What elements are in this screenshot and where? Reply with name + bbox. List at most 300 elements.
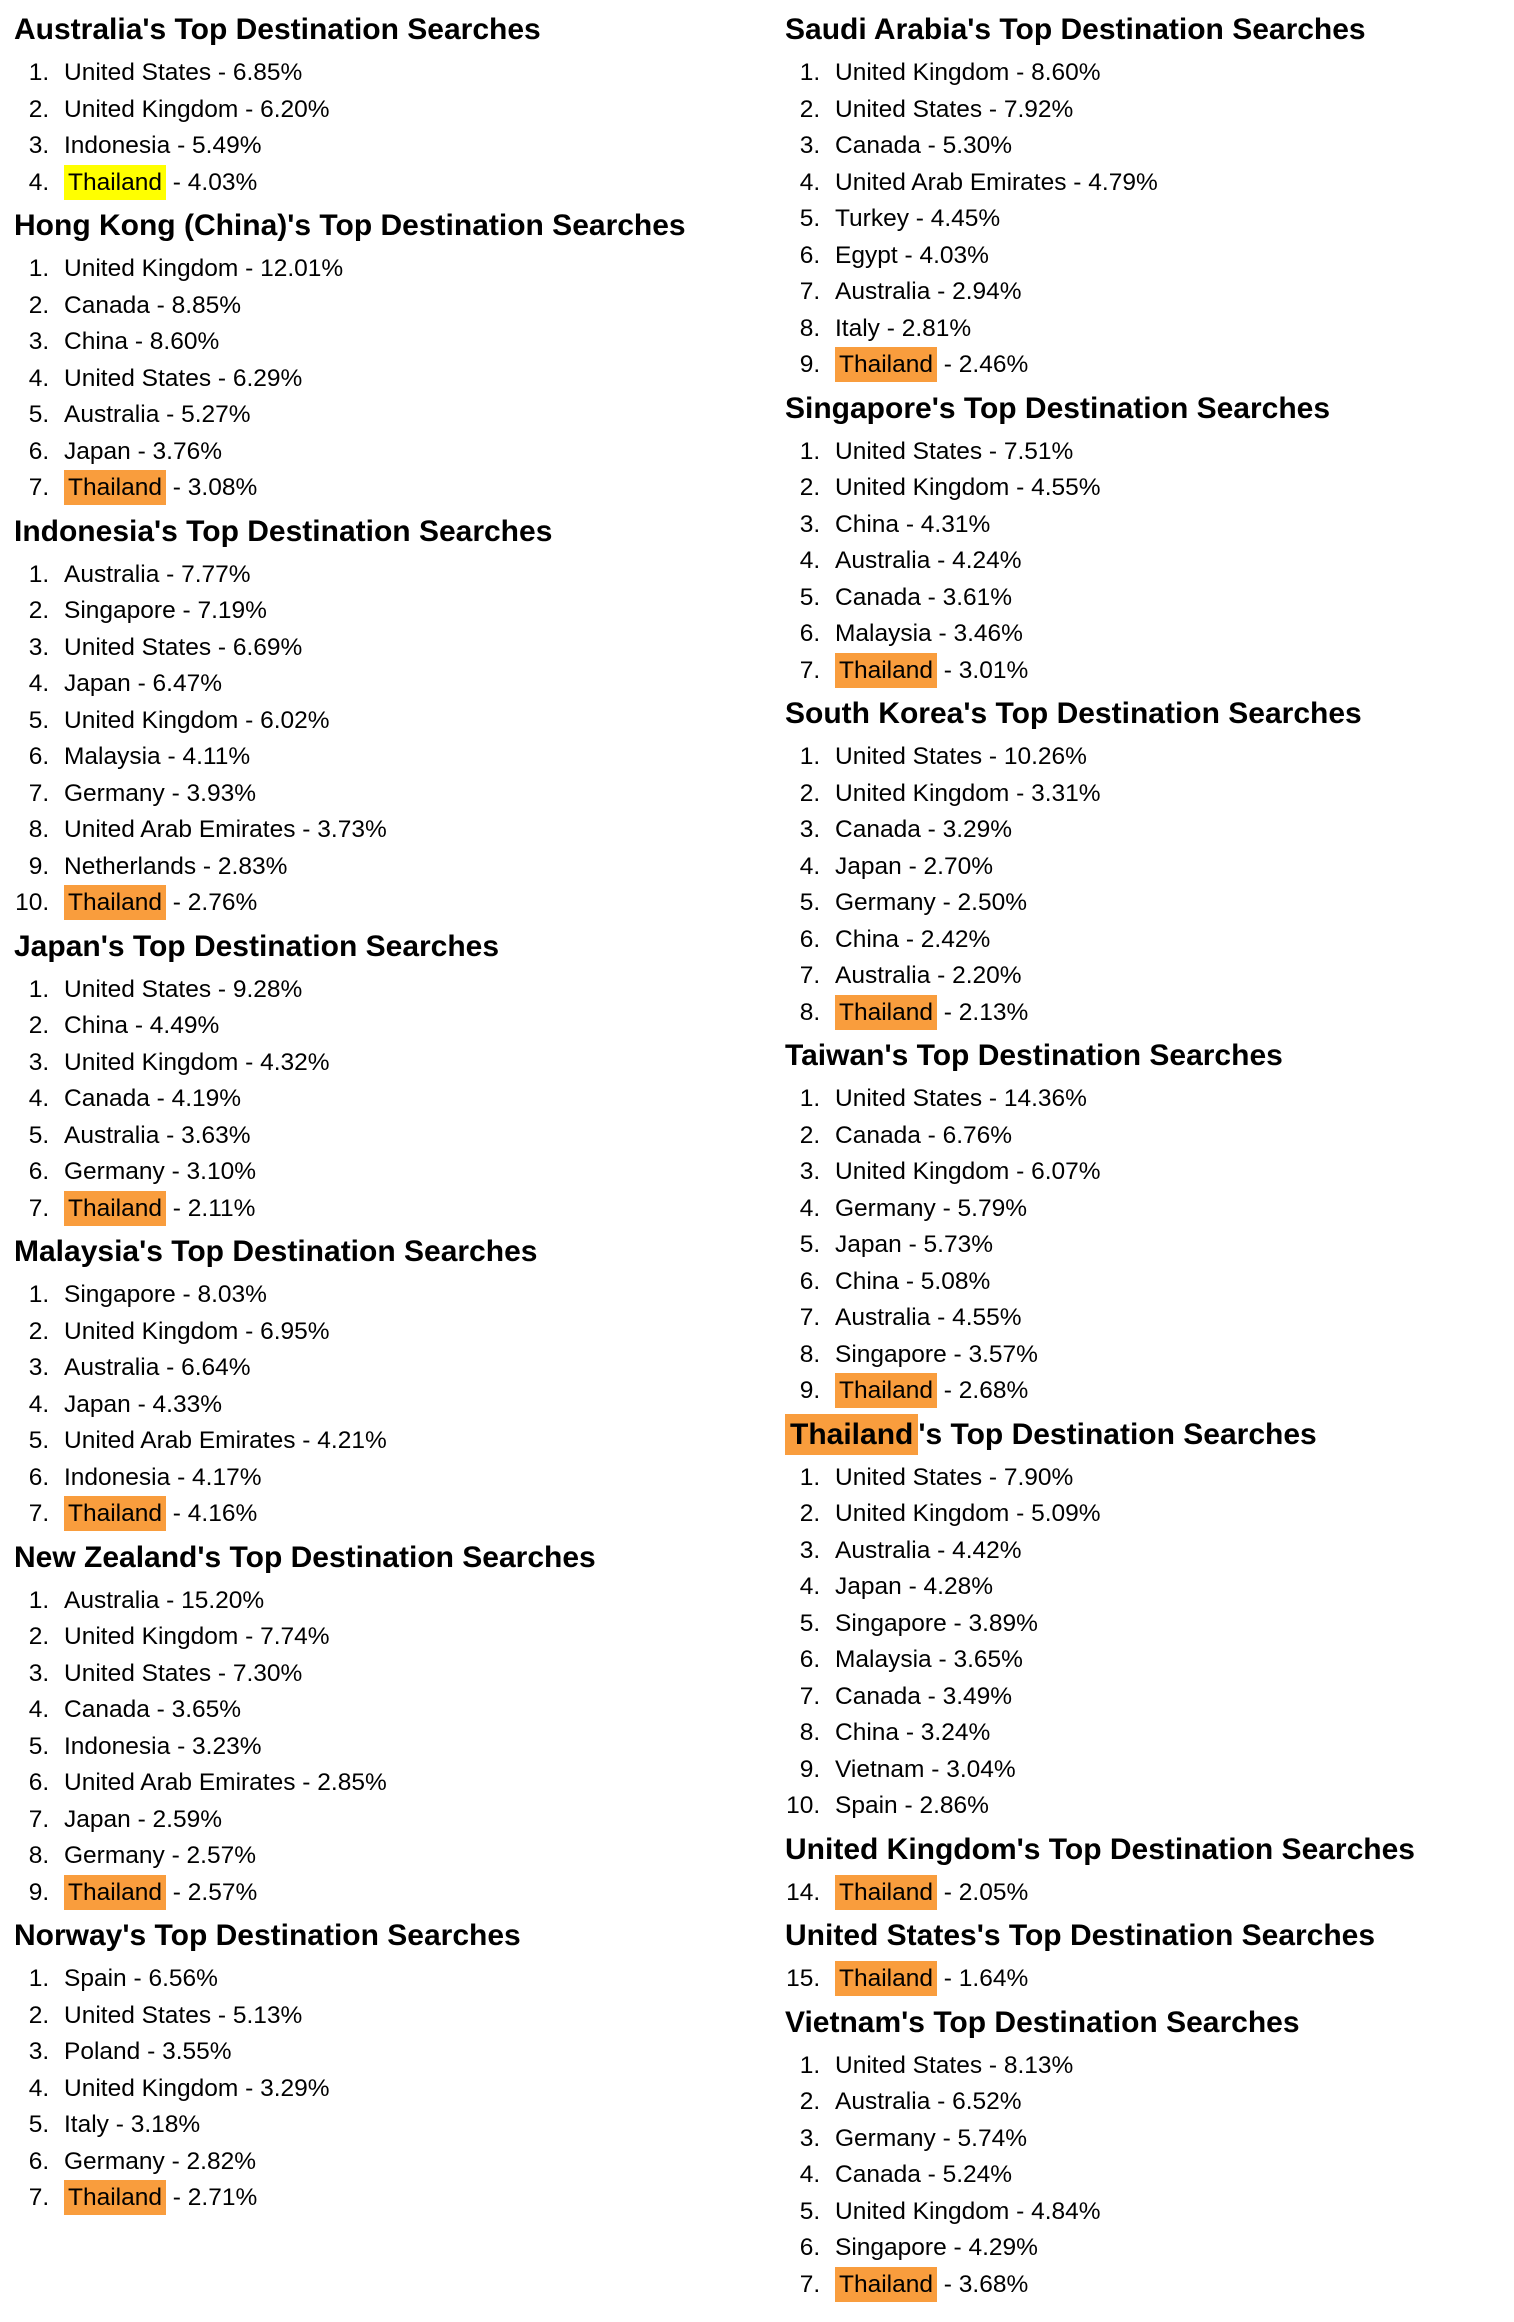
share-value: 6.76% — [942, 1121, 1013, 1149]
share-value: 3.57% — [968, 1340, 1038, 1368]
destination-rank-item: 5. Turkey - 4.45% — [827, 201, 1514, 238]
destination-name: Australia — [835, 2088, 931, 2115]
share-value: 5.08% — [920, 1267, 991, 1295]
destination-rank-item: 3. China - 8.60% — [56, 324, 757, 361]
share-value: 3.29% — [942, 816, 1013, 843]
share-value: 2.76% — [187, 889, 258, 916]
country-section — [779, 694, 1514, 1031]
destination-rank-item: 6. Indonesia - 4.17% — [56, 1460, 757, 1497]
column-right — [757, 0, 1514, 2303]
destination-rank-item: 5. Italy - 3.18% — [56, 2107, 757, 2144]
destination-rank-item: 2. United Kingdom - 5.09% — [827, 1496, 1514, 1533]
destination-name: United Kingdom — [64, 95, 239, 123]
destination-list — [779, 434, 1514, 690]
share-value: 8.13% — [1003, 2051, 1074, 2079]
destination-rank-item: 5. Germany - 2.50% — [827, 885, 1514, 922]
destination-rank-item: 6. Egypt - 4.03% — [827, 238, 1514, 275]
destination-rank-item: 2. United Kingdom - 6.95% — [56, 1314, 757, 1351]
share-value: 6.29% — [232, 364, 303, 392]
country-section — [779, 389, 1514, 690]
share-value: 6.02% — [260, 706, 330, 734]
destination-name: Canada — [835, 2161, 921, 2188]
destination-rank-item: 4. United Kingdom - 3.29% — [56, 2071, 757, 2108]
destination-name: Egypt — [835, 241, 898, 269]
destination-rank-item: 2. Singapore - 7.19% — [56, 593, 757, 630]
share-value: 6.07% — [1031, 1158, 1101, 1185]
destination-name: United Kingdom — [835, 59, 1010, 86]
destination-name: Singapore — [835, 1340, 947, 1368]
destination-name: Singapore — [64, 1281, 176, 1308]
destination-name: United States — [64, 59, 212, 86]
destination-name: Germany — [835, 1194, 936, 1222]
destination-rank-item: 2. United Kingdom - 7.74% — [56, 1619, 757, 1656]
destination-name: United Arab Emirates — [64, 1427, 296, 1454]
thailand-highlight: Thailand — [64, 470, 166, 505]
destination-rank-item: 3. Poland - 3.55% — [56, 2034, 757, 2071]
destination-name: United Kingdom — [835, 779, 1010, 807]
destination-name: Singapore — [835, 2234, 947, 2261]
share-value: 7.90% — [1003, 1463, 1074, 1491]
share-value: 2.42% — [920, 925, 991, 953]
destination-name: Germany — [64, 1842, 165, 1869]
destination-name: China — [835, 1267, 900, 1295]
destination-rank-item: 6. Germany - 2.82% — [56, 2144, 757, 2181]
destination-name: Malaysia — [835, 620, 932, 647]
country-section — [8, 206, 757, 507]
share-value: 5.30% — [942, 132, 1013, 159]
destination-rank-item: 7. Thailand - 3.01% — [827, 653, 1514, 690]
share-value: 2.59% — [152, 1805, 223, 1833]
share-value: 8.03% — [197, 1281, 267, 1308]
share-value: 3.65% — [953, 1646, 1023, 1673]
destination-name: United Arab Emirates — [835, 168, 1067, 196]
destination-name: China — [64, 1012, 129, 1039]
destination-name: United Arab Emirates — [64, 816, 296, 843]
destination-name: United States — [835, 2051, 983, 2079]
share-value: 8.60% — [1031, 59, 1101, 86]
thailand-highlight: Thailand — [835, 2267, 937, 2302]
destination-name: Italy — [835, 314, 880, 342]
share-value: 3.68% — [958, 2270, 1029, 2298]
destination-name: United States — [64, 2001, 212, 2029]
destination-name: Turkey — [835, 205, 909, 232]
destination-name: Australia — [64, 401, 160, 428]
destination-rank-item: 8. Germany - 2.57% — [56, 1838, 757, 1875]
destination-rank-item: 3. United States - 6.69% — [56, 630, 757, 667]
share-value: 15.20% — [181, 1586, 265, 1614]
destination-list — [8, 1277, 757, 1533]
share-value: 6.52% — [952, 2088, 1022, 2115]
share-value: 8.85% — [171, 291, 242, 319]
destination-rank-item: 5. Japan - 5.73% — [827, 1227, 1514, 1264]
share-value: 2.68% — [958, 1377, 1029, 1404]
country-section — [8, 927, 757, 1228]
destination-name: United States — [835, 1085, 983, 1112]
destination-rank-item: 1. Australia - 7.77% — [56, 557, 757, 594]
share-value: 3.65% — [171, 1696, 242, 1723]
destination-rank-item: 7. Thailand - 3.08% — [56, 470, 757, 507]
thailand-highlight: Thailand — [64, 1875, 166, 1910]
destination-rank-item: 3. Germany - 5.74% — [827, 2121, 1514, 2158]
destination-name: Australia — [835, 278, 931, 305]
destination-name: Germany — [64, 779, 165, 807]
destination-name: Japan — [835, 1231, 902, 1258]
share-value: 7.92% — [1003, 95, 1074, 123]
destination-rank-item: 3. Australia - 6.64% — [56, 1350, 757, 1387]
destination-name: Australia — [835, 962, 931, 989]
destination-name: United Kingdom — [835, 1158, 1010, 1185]
destination-rank-item: 8. United Arab Emirates - 3.73% — [56, 812, 757, 849]
share-value: 3.18% — [130, 2111, 201, 2138]
share-value: 4.79% — [1088, 168, 1158, 196]
share-value: 2.57% — [187, 1878, 258, 1906]
section-heading: United States's Top Destination Searches — [785, 1919, 1376, 1952]
share-value: 1.64% — [958, 1965, 1029, 1992]
destination-name: Germany — [64, 2147, 165, 2175]
destination-name: Vietnam — [835, 1755, 925, 1783]
share-value: 3.29% — [260, 2074, 330, 2102]
destination-name: United Kingdom — [835, 474, 1010, 501]
share-value: 3.01% — [958, 656, 1029, 684]
destination-name: Indonesia — [64, 1463, 171, 1491]
destination-name: United States — [64, 1659, 212, 1687]
share-value: 6.95% — [260, 1317, 330, 1345]
share-value: 4.24% — [952, 547, 1022, 574]
destination-rank-item: 2. Australia - 6.52% — [827, 2084, 1514, 2121]
share-value: 4.29% — [968, 2234, 1038, 2261]
section-heading: Norway's Top Destination Searches — [14, 1919, 521, 1952]
country-section — [779, 1036, 1514, 1410]
destination-name: China — [835, 925, 900, 953]
share-value: 2.82% — [186, 2147, 257, 2175]
destination-rank-item: 9. Thailand - 2.68% — [827, 1373, 1514, 1410]
share-value: 3.04% — [946, 1755, 1016, 1783]
destination-rank-item: 3. China - 4.31% — [827, 507, 1514, 544]
destination-name: United Kingdom — [64, 1623, 239, 1650]
destination-name: Germany — [835, 2124, 936, 2152]
destination-name: Australia — [835, 547, 931, 574]
destination-rank-item: 6. Malaysia - 3.65% — [827, 1642, 1514, 1679]
section-heading: Singapore's Top Destination Searches — [785, 391, 1331, 425]
destination-name: Japan — [835, 1573, 902, 1600]
destination-name: Japan — [64, 670, 131, 697]
destination-rank-item: 9. Thailand - 2.57% — [56, 1875, 757, 1912]
destination-list — [779, 55, 1514, 384]
destination-rank-item: 1. United States - 7.90% — [827, 1460, 1514, 1497]
destination-name: United Kingdom — [835, 1500, 1010, 1527]
country-section — [779, 1916, 1514, 1998]
section-heading: Vietnam's Top Destination Searches — [785, 2005, 1300, 2039]
destination-list — [779, 739, 1514, 1031]
share-value: 3.31% — [1031, 779, 1101, 807]
share-value: 2.85% — [317, 1769, 387, 1796]
section-heading: Saudi Arabia's Top Destination Searches — [785, 13, 1366, 46]
destination-name: Malaysia — [835, 1646, 932, 1673]
destination-rank-item: 8. Singapore - 3.57% — [827, 1337, 1514, 1374]
destination-name: Australia — [64, 1354, 160, 1381]
destination-rank-item: 5. Canada - 3.61% — [827, 580, 1514, 617]
destination-name: Canada — [64, 291, 150, 319]
destination-rank-item: 2. United Kingdom - 3.31% — [827, 776, 1514, 813]
destination-name: Spain — [64, 1965, 127, 1992]
share-value: 4.32% — [260, 1048, 330, 1076]
destination-name: Singapore — [835, 1609, 947, 1637]
share-value: 3.55% — [162, 2038, 232, 2065]
thailand-highlight: Thailand — [835, 347, 937, 382]
share-value: 7.30% — [232, 1659, 303, 1687]
destination-rank-item: 4. United Arab Emirates - 4.79% — [827, 165, 1514, 202]
share-value: 4.03% — [919, 241, 989, 269]
section-heading: Hong Kong (China)'s Top Destination Searches — [14, 209, 686, 242]
destination-rank-item: 10. Spain - 2.86% — [827, 1788, 1514, 1825]
destination-name: Indonesia — [64, 1732, 171, 1760]
destination-rank-item: 9. Thailand - 2.46% — [827, 347, 1514, 384]
section-heading: South Korea's Top Destination Searches — [785, 697, 1362, 730]
destination-rank-item: 1. United States - 8.13% — [827, 2048, 1514, 2085]
share-value: 2.70% — [923, 852, 994, 880]
share-value: 6.69% — [232, 633, 303, 661]
thailand-highlight: Thailand — [835, 995, 937, 1030]
section-heading: Taiwan's Top Destination Searches — [785, 1039, 1283, 1072]
share-value: 4.31% — [920, 510, 991, 538]
destination-rank-item: 2. United States - 7.92% — [827, 92, 1514, 129]
destination-rank-item: 1. United States - 10.26% — [827, 739, 1514, 776]
destination-name: United States — [835, 437, 983, 465]
share-value: 4.33% — [152, 1390, 223, 1418]
destination-name: United Kingdom — [64, 1048, 239, 1076]
destination-name: United Arab Emirates — [64, 1769, 296, 1796]
destination-rank-item: 5. Australia - 3.63% — [56, 1118, 757, 1155]
section-heading: Malaysia's Top Destination Searches — [14, 1235, 538, 1268]
destination-name: Canada — [64, 1696, 150, 1723]
destination-name: United Kingdom — [835, 2197, 1010, 2225]
section-heading: Japan's Top Destination Searches — [14, 929, 500, 963]
share-value: 3.73% — [317, 816, 387, 843]
destination-rank-item: 4. Australia - 4.24% — [827, 543, 1514, 580]
destination-name: United States — [64, 975, 212, 1003]
destination-rank-item: 5. United Kingdom - 4.84% — [827, 2194, 1514, 2231]
section-heading: United Kingdom's Top Destination Searches — [785, 1832, 1415, 1866]
destination-name: Malaysia — [64, 743, 161, 770]
destination-name: Italy — [64, 2111, 109, 2138]
thailand-highlight: Thailand — [64, 1496, 166, 1531]
section-heading: Thailand 's Top Destination Searches — [785, 1415, 1514, 1455]
destination-rank-item: 7. Japan - 2.59% — [56, 1802, 757, 1839]
destination-rank-item: 4. Germany - 5.79% — [827, 1191, 1514, 1228]
destination-name: United States — [64, 364, 212, 392]
destination-list — [8, 251, 757, 507]
destination-name: United States — [835, 743, 983, 770]
section-heading: Australia's Top Destination Searches — [14, 13, 541, 46]
destination-name: Japan — [64, 1805, 131, 1833]
share-value: 3.63% — [181, 1121, 251, 1149]
destination-rank-item: 8. Italy - 2.81% — [827, 311, 1514, 348]
share-value: 2.05% — [958, 1878, 1029, 1906]
share-value: 5.09% — [1031, 1500, 1101, 1527]
country-section — [779, 1830, 1514, 1912]
destination-rank-item: 7. Thailand - 4.16% — [56, 1496, 757, 1533]
destination-name: China — [835, 510, 900, 538]
destination-list — [8, 972, 757, 1228]
destination-name: Canada — [835, 816, 921, 843]
destination-rank-item: 5. United Kingdom - 6.02% — [56, 703, 757, 740]
destination-name: Netherlands — [64, 852, 197, 880]
destination-name: Australia — [64, 1586, 160, 1614]
destination-rank-item: 1. United Kingdom - 8.60% — [827, 55, 1514, 92]
destination-list — [8, 1961, 757, 2217]
destination-rank-item: 8. China - 3.24% — [827, 1715, 1514, 1752]
destination-list — [8, 1583, 757, 1912]
share-value: 3.93% — [186, 779, 257, 807]
thailand-highlight: Thailand — [835, 1373, 937, 1408]
share-value: 12.01% — [260, 255, 344, 282]
destination-rank-item: 1. Singapore - 8.03% — [56, 1277, 757, 1314]
share-value: 4.16% — [187, 1500, 258, 1527]
destination-list — [8, 55, 757, 201]
destination-rank-item: 3. Canada - 5.30% — [827, 128, 1514, 165]
share-value: 4.55% — [952, 1304, 1022, 1331]
destination-rank-item: 3. United Kingdom - 6.07% — [827, 1154, 1514, 1191]
share-value: 14.36% — [1003, 1085, 1087, 1112]
destination-name: Canada — [835, 1682, 921, 1710]
destination-name: United States — [835, 1463, 983, 1491]
destination-rank-item: 15. Thailand - 1.64% — [827, 1961, 1514, 1998]
destination-rank-item: 5. Singapore - 3.89% — [827, 1606, 1514, 1643]
destination-rank-item: 1. United States - 9.28% — [56, 972, 757, 1009]
share-value: 7.74% — [260, 1623, 330, 1650]
destination-rank-item: 10. Thailand - 2.76% — [56, 885, 757, 922]
share-value: 3.49% — [942, 1682, 1013, 1710]
destination-name: Singapore — [64, 597, 176, 624]
share-value: 3.10% — [186, 1158, 257, 1185]
destination-rank-item: 7. Germany - 3.93% — [56, 776, 757, 813]
destination-list — [779, 1460, 1514, 1825]
share-value: 3.23% — [192, 1732, 262, 1760]
country-section — [779, 10, 1514, 384]
country-section — [8, 1538, 757, 1912]
share-value: 4.17% — [192, 1463, 262, 1491]
share-value: 5.24% — [942, 2161, 1013, 2188]
destination-rank-item: 3. Australia - 4.42% — [827, 1533, 1514, 1570]
destination-name: United Kingdom — [64, 706, 239, 734]
destination-rank-item: 5. Australia - 5.27% — [56, 397, 757, 434]
destination-rank-item: 7. Australia - 4.55% — [827, 1300, 1514, 1337]
destination-rank-item: 4. Japan - 2.70% — [827, 849, 1514, 886]
thailand-highlight: Thailand — [64, 165, 166, 200]
share-value: 7.77% — [181, 560, 251, 588]
destination-rank-item: 4. Canada - 4.19% — [56, 1081, 757, 1118]
share-value: 2.50% — [957, 889, 1028, 916]
destination-rank-item: 6. Germany - 3.10% — [56, 1154, 757, 1191]
share-value: 3.61% — [942, 583, 1013, 611]
destination-rank-item: 1. United Kingdom - 12.01% — [56, 251, 757, 288]
destination-rank-item: 7. Canada - 3.49% — [827, 1679, 1514, 1716]
destination-rank-item: 1. Spain - 6.56% — [56, 1961, 757, 1998]
destination-rank-item: 7. Thailand - 3.68% — [827, 2267, 1514, 2304]
destination-list — [8, 557, 757, 922]
share-value: 6.47% — [152, 670, 223, 697]
destination-name: United States — [64, 633, 212, 661]
share-value: 2.20% — [952, 962, 1022, 989]
share-value: 5.74% — [957, 2124, 1028, 2152]
share-value: 2.46% — [958, 351, 1029, 378]
share-value: 3.76% — [152, 437, 223, 465]
thailand-highlight: Thailand — [64, 885, 166, 920]
thailand-highlight: Thailand — [64, 2180, 166, 2215]
destination-rank-item: 4. Japan - 6.47% — [56, 666, 757, 703]
column-left — [0, 0, 757, 2217]
share-value: 6.85% — [232, 59, 303, 86]
destination-name: Spain — [835, 1792, 898, 1819]
share-value: 5.13% — [232, 2001, 303, 2029]
destination-rank-item: 4. Canada - 5.24% — [827, 2157, 1514, 2194]
destination-name: Canada — [835, 132, 921, 159]
share-value: 7.19% — [197, 597, 267, 624]
share-value: 6.64% — [181, 1354, 251, 1381]
destination-rank-item: 6. United Arab Emirates - 2.85% — [56, 1765, 757, 1802]
destination-rank-item: 1. United States - 6.85% — [56, 55, 757, 92]
section-heading: New Zealand's Top Destination Searches — [14, 1540, 596, 1574]
destination-rank-item: 6. Malaysia - 4.11% — [56, 739, 757, 776]
section-heading: Indonesia's Top Destination Searches — [14, 514, 553, 548]
destination-rank-item: 3. Canada - 3.29% — [827, 812, 1514, 849]
share-value: 4.42% — [952, 1536, 1022, 1564]
destination-rank-item: 7. Thailand - 2.71% — [56, 2180, 757, 2217]
destination-name: China — [64, 328, 129, 355]
country-section — [8, 512, 757, 922]
share-value: 2.11% — [187, 1194, 256, 1222]
share-value: 10.26% — [1003, 743, 1087, 770]
share-value: 5.73% — [923, 1231, 994, 1258]
destination-rank-item: 6. Malaysia - 3.46% — [827, 616, 1514, 653]
share-value: 8.60% — [149, 328, 220, 355]
destination-name: Australia — [835, 1536, 931, 1564]
share-value: 4.49% — [149, 1012, 220, 1039]
destination-rank-item: 4. United States - 6.29% — [56, 361, 757, 398]
share-value: 3.46% — [953, 620, 1023, 647]
share-value: 4.55% — [1031, 474, 1101, 501]
share-value: 6.20% — [260, 95, 330, 123]
destination-rank-item: 1. Australia - 15.20% — [56, 1583, 757, 1620]
destination-rank-item: 2. Canada - 6.76% — [827, 1118, 1514, 1155]
destination-rank-item: 7. Australia - 2.94% — [827, 274, 1514, 311]
thailand-highlight: Thailand — [835, 653, 937, 688]
destination-name: United Kingdom — [64, 1317, 239, 1345]
country-section — [8, 10, 757, 201]
destination-rank-item: 4. Canada - 3.65% — [56, 1692, 757, 1729]
destination-name: Canada — [64, 1085, 150, 1112]
destination-list — [779, 1081, 1514, 1410]
destination-name: China — [835, 1719, 900, 1746]
destination-rank-item: 6. China - 5.08% — [827, 1264, 1514, 1301]
share-value: 5.79% — [957, 1194, 1028, 1222]
destination-name: Canada — [835, 1121, 921, 1149]
destination-name: Germany — [64, 1158, 165, 1185]
destination-rank-item: 2. United States - 5.13% — [56, 1998, 757, 2035]
destination-rank-item: 4. Thailand - 4.03% — [56, 165, 757, 202]
destination-rank-item: 3. United Kingdom - 4.32% — [56, 1045, 757, 1082]
destination-name: Australia — [64, 560, 160, 588]
destination-rank-item: 6. China - 2.42% — [827, 922, 1514, 959]
destination-list — [779, 1961, 1514, 1998]
destination-name: Indonesia — [64, 132, 171, 159]
destination-name: Canada — [835, 583, 921, 611]
share-value: 2.86% — [919, 1792, 989, 1819]
destination-rank-item: 5. Indonesia - 3.23% — [56, 1729, 757, 1766]
country-section — [779, 1415, 1514, 1825]
share-value: 2.83% — [217, 852, 288, 880]
destination-rank-item: 1. United States - 7.51% — [827, 434, 1514, 471]
